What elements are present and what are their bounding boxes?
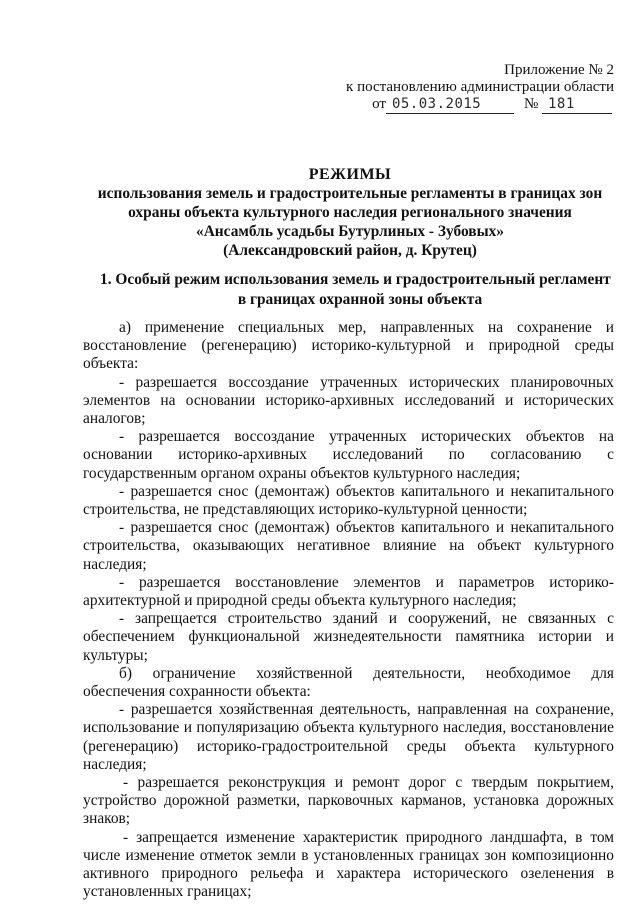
paragraph: - разрешается воссоздание утраченных исторических планировочных элементов на основании историко-архивных исследований и исторических аналогов; bbox=[83, 373, 614, 428]
paragraph: - разрешается восстановление элементов и параметров историко-архитектурной и природной среды объекта культурного наследия; bbox=[83, 573, 614, 610]
paragraph: - разрешается снос (демонтаж) объектов капитального и некапитального строительства, оказывающих негативное влияние на объект культурного наследия; bbox=[83, 519, 614, 573]
title-line: использования земель и градостроительные регламенты в границах зон bbox=[97, 185, 603, 202]
number-field bbox=[542, 96, 612, 114]
number-prefix: № bbox=[523, 96, 539, 112]
title-line: охраны объекта культурного наследия регионального значения bbox=[128, 204, 572, 221]
document-title bbox=[60, 165, 640, 260]
paragraph: - разрешается воссоздание утраченных исторических объектов на основании историко-архивных исследований по согласованию с государственным органом охраны объектов культурного наследия; bbox=[83, 428, 614, 482]
appendix-subtitle: к постановлению администрации области bbox=[346, 79, 614, 95]
section-heading-line1: 1. Особый режим использования земель и градостроительный регламент bbox=[100, 271, 611, 288]
title-main: РЕЖИМЫ bbox=[308, 166, 392, 183]
section-heading bbox=[100, 270, 620, 310]
appendix-title: Приложение № 2 bbox=[504, 62, 614, 78]
title-line: (Александровский район, д. Крутец) bbox=[223, 242, 477, 259]
paragraph: - разрешается снос (демонтаж) объектов капитального и некапитального строительства, не представляющих историко-культурной ценности; bbox=[83, 482, 614, 519]
paragraph: - разрешается хозяйственная деятельность, направленная на сохранение, использование и популяризацию объекта культурного наследия, восстановление (регенерацию) историко-градостроительной среды объекта культурного наследия; bbox=[83, 701, 614, 773]
paragraph: б) ограничение хозяйственной деятельности, необходимое для обеспечения сохранности объекта: bbox=[83, 664, 614, 701]
date-value: 05.03.2015 bbox=[391, 96, 482, 112]
paragraph: - запрещается изменение характеристик природного ландшафта, в том числе изменение отметок земли в установленных границах зон композиционно активного природного рельефа и характера исторического озеленения в установленных границах; bbox=[83, 828, 614, 901]
document-body bbox=[83, 319, 614, 902]
appendix-header bbox=[346, 62, 614, 114]
title-line: «Ансамбль усадьбы Бутурлиных - Зубовых» bbox=[196, 223, 504, 240]
section-heading-line2: в границах охранной зоны объекта bbox=[237, 291, 483, 308]
appendix-date-number-line bbox=[346, 96, 612, 114]
number-value: 181 bbox=[548, 96, 575, 112]
paragraph: - разрешается реконструкция и ремонт дорог с твердым покрытием, устройство дорожной разметки, парковочных карманов, установка дорожных знаков; bbox=[83, 774, 614, 828]
date-field bbox=[386, 96, 514, 114]
date-prefix: от bbox=[372, 96, 386, 112]
paragraph: а) применение специальных мер, направленных на сохранение и восстановление (регенерацию) историко-культурной и природной среды объекта: bbox=[83, 319, 614, 373]
paragraph: - запрещается строительство зданий и сооружений, не связанных с обеспечением функциональной жизнедеятельности памятника истории и культуры; bbox=[83, 610, 614, 664]
